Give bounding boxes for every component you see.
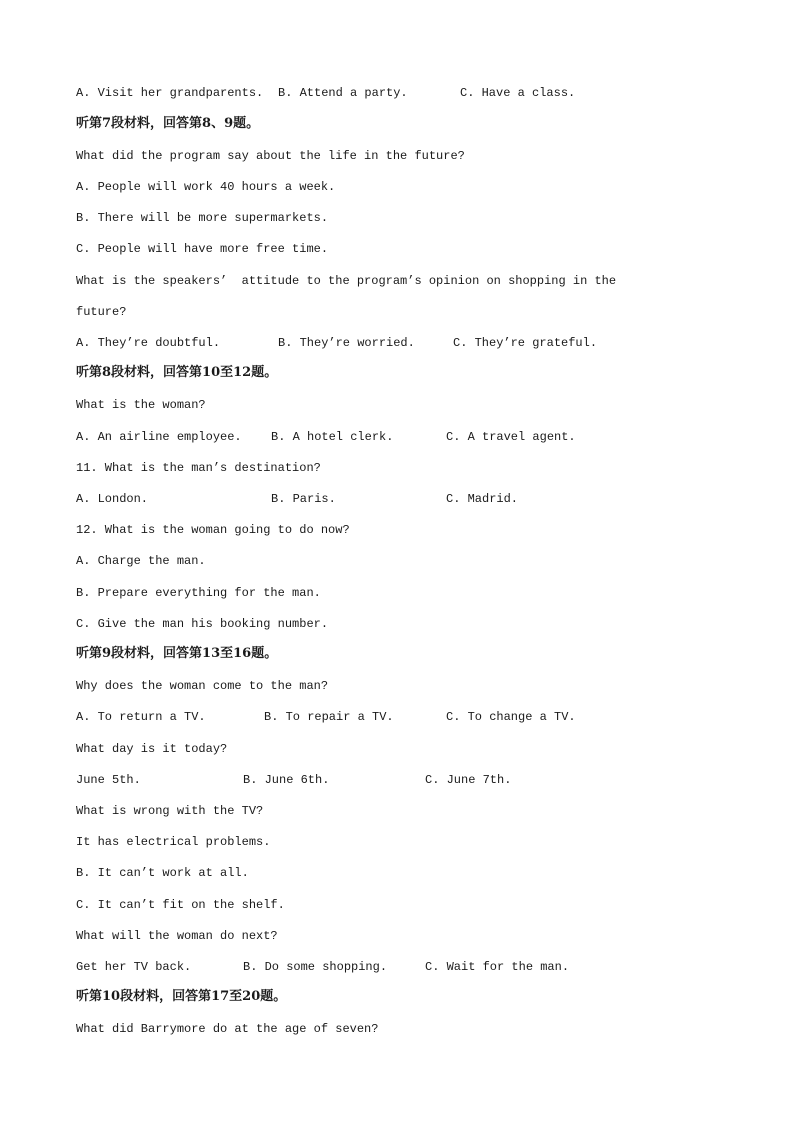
- section-header: 听第10段材料，回答第17至20题。: [76, 989, 287, 1004]
- answer-option: B. June 6th.: [243, 773, 330, 787]
- question-line: 11. What is the man’s destination?: [76, 461, 321, 475]
- answer-option: B. Attend a party.: [278, 86, 408, 100]
- section-header: 听第8段材料，回答第10至12题。: [76, 365, 278, 380]
- question-line: A. Charge the man.: [76, 554, 206, 568]
- answer-option: B. They’re worried.: [278, 336, 415, 350]
- question-line: 12. What is the woman going to do now?: [76, 523, 350, 537]
- section-header: 听第7段材料，回答第8、9题。: [76, 116, 260, 131]
- question-line: B. Prepare everything for the man.: [76, 586, 321, 600]
- answer-option: C. Have a class.: [460, 86, 576, 100]
- question-line: B. There will be more supermarkets.: [76, 211, 329, 225]
- question-line: What did Barrymore do at the age of seven?: [76, 1022, 379, 1036]
- section-header: 听第9段材料，回答第13至16题。: [76, 646, 278, 661]
- question-line: What will the woman do next?: [76, 929, 278, 943]
- answer-option: A. To return a TV.: [76, 710, 206, 724]
- answer-option: June 5th.: [76, 773, 141, 787]
- answer-option: C. To change a TV.: [446, 710, 576, 724]
- question-line: What did the program say about the life in the future?: [76, 149, 465, 163]
- answer-option: C. They’re grateful.: [453, 336, 598, 350]
- answer-option: A. Visit her grandparents.: [76, 86, 264, 100]
- question-line: C. It can’t fit on the shelf.: [76, 898, 285, 912]
- question-line: It has electrical problems.: [76, 835, 271, 849]
- question-line: What is the woman?: [76, 398, 206, 412]
- answer-option: A. They’re doubtful.: [76, 336, 221, 350]
- question-line: B. It can’t work at all.: [76, 866, 249, 880]
- question-line: future?: [76, 305, 127, 319]
- answer-option: B. Do some shopping.: [243, 960, 388, 974]
- question-line: What is the speakers’ attitude to the program’s opinion on shopping in the: [76, 274, 617, 288]
- answer-option: C. Madrid.: [446, 492, 519, 506]
- question-line: C. Give the man his booking number.: [76, 617, 329, 631]
- answer-option: C. Wait for the man.: [425, 960, 570, 974]
- answer-option: Get her TV back.: [76, 960, 192, 974]
- question-line: Why does the woman come to the man?: [76, 679, 329, 693]
- question-line: What is wrong with the TV?: [76, 804, 264, 818]
- question-line: A. People will work 40 hours a week.: [76, 180, 336, 194]
- answer-option: B. To repair a TV.: [264, 710, 394, 724]
- answer-option: B. Paris.: [271, 492, 336, 506]
- answer-option: C. June 7th.: [425, 773, 512, 787]
- answer-option: C. A travel agent.: [446, 430, 576, 444]
- answer-option: A. London.: [76, 492, 149, 506]
- answer-option: A. An airline employee.: [76, 430, 242, 444]
- answer-option: B. A hotel clerk.: [271, 430, 394, 444]
- question-line: C. People will have more free time.: [76, 242, 329, 256]
- question-line: What day is it today?: [76, 742, 228, 756]
